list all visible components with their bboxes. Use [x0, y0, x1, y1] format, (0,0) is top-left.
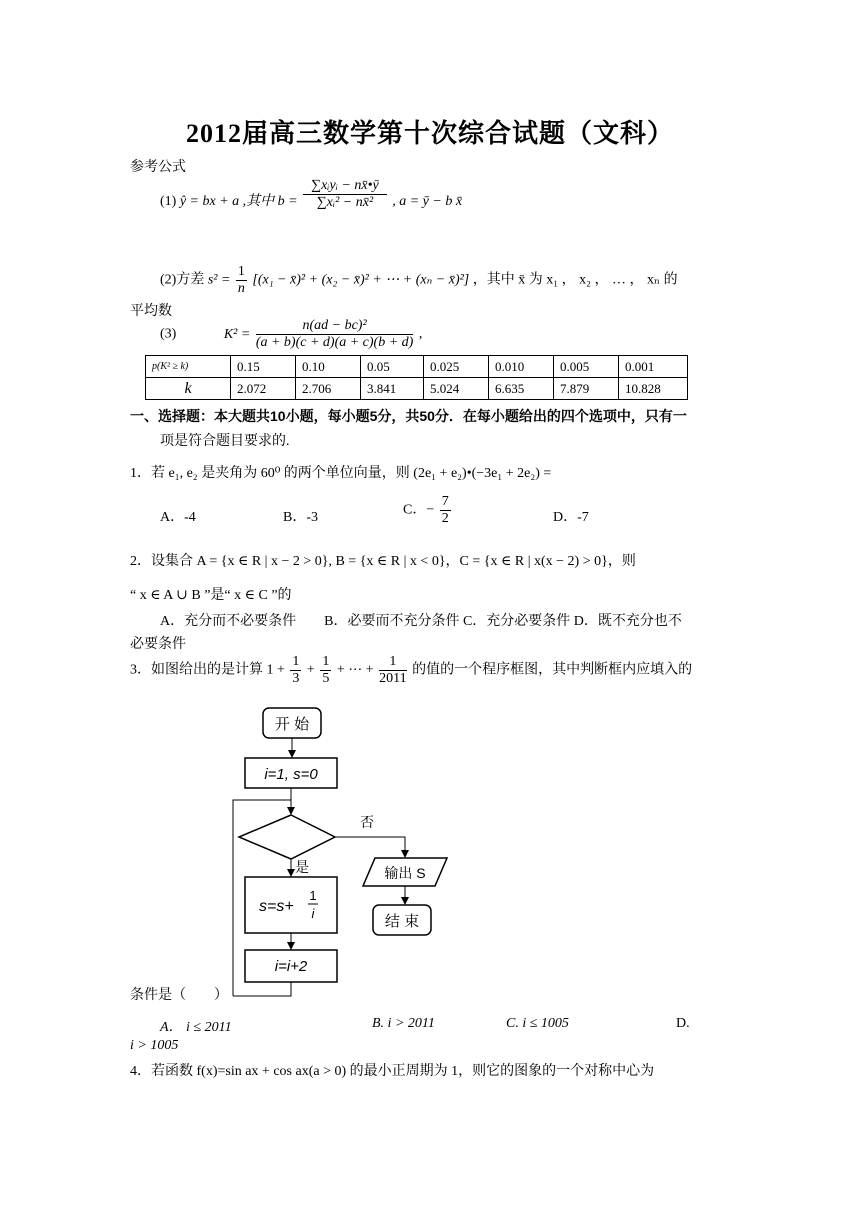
question-1-option-c [403, 494, 453, 527]
question-3-option-c: C. i ≤ 1005 [506, 1016, 569, 1031]
formula-1-lhs: ŷ = bx + a ,其中 [179, 194, 275, 209]
table-cell: 2.706 [296, 378, 361, 400]
question-2-stem: 2．设集合 A = {x ∈ R | x − 2 > 0}, B = {x ∈ R | x < 0}，C = {x ∈ R | x(x − 2) > 0}，则 [130, 554, 636, 569]
question-3-plus: + [306, 662, 315, 678]
question-3-option-b: B. i > 2011 [372, 1016, 435, 1031]
question-3-sum-lead: 1 + [266, 662, 285, 678]
flowchart-update-s-denominator: i [311, 906, 315, 921]
flowchart-init-label: i=1, s=0 [264, 766, 318, 783]
flowchart-end-label: 结 束 [384, 913, 420, 930]
question-1-option-b: B．-3 [283, 510, 318, 525]
formula-2-tail-line2: 平均数 [130, 304, 172, 319]
table-cell: 0.025 [424, 356, 489, 378]
formula-2-num: (2)方差 [160, 272, 205, 288]
question-4-stem: 4．若函数 f(x)=sin ax + cos ax(a > 0) 的最小正周期为 1，则它的图象的一个对称中心为 [130, 1064, 655, 1079]
formula-1-b-fraction [303, 178, 387, 211]
question-1-option-d: D．-7 [553, 510, 589, 525]
question-1-option-a: A．-4 [160, 510, 196, 525]
question-3-fraction-2-den: 5 [322, 671, 330, 686]
question-3-fraction-1 [290, 654, 301, 687]
formula-2-frac-denominator: n [237, 281, 245, 296]
flowchart-update-i-label: i=i+2 [274, 958, 308, 975]
ref-formula-label: 参考公式 [130, 160, 186, 175]
question-3-option-a: A． i ≤ 2011 [160, 1020, 232, 1035]
table-row-head: p(K² ≥ k) [146, 356, 231, 378]
question-3-dots: + ⋯ + [336, 662, 374, 678]
formula-1-a: , a = ȳ − b x̄ [392, 194, 463, 209]
flowchart-start-label: 开 始 [274, 716, 310, 733]
flowchart [225, 700, 460, 1000]
question-3-condition: 条件是（ ） [130, 988, 228, 1003]
formula-1-b-numerator: ∑xᵢyᵢ − nx̄•ȳ [303, 178, 387, 195]
formula-3-lhs: K² = [223, 326, 251, 342]
table-cell: 0.001 [619, 356, 688, 378]
table-row [146, 356, 688, 378]
table-cell: 0.005 [554, 356, 619, 378]
question-1-option-c-prefix: C．− [403, 502, 435, 518]
question-3-option-d-line2: i > 1005 [130, 1038, 179, 1053]
table-cell: 3.841 [361, 378, 424, 400]
formula-2-body: [(x₁ − x̄)² + (x₂ − x̄)² + ⋯ + (xₙ − x̄)²] [252, 272, 470, 288]
formula-1 [160, 178, 463, 211]
question-1-stem: 1．若 e₁, e₂ 是夹角为 60⁰ 的两个单位向量，则 (2e₁ + e₂)•(−3e₁ + 2e₂) = [130, 466, 552, 481]
table-row-head: k [146, 378, 231, 400]
flowchart-yes-label: 是 [295, 859, 309, 875]
formula-3-frac-numerator: n(ad − bc)² [256, 318, 414, 335]
table-cell: 0.05 [361, 356, 424, 378]
question-1-option-c-fraction [440, 494, 451, 527]
formula-3-fraction [256, 318, 414, 351]
formula-2-tail: ，其中 x̄ 为 x₁ ， x₂ ， … ， xₙ 的 [472, 272, 678, 288]
formula-2 [160, 264, 678, 297]
section-heading: 一、选择题：本大题共10小题，每小题5分，共50分．在每小题给出的四个选项中，只有一 [130, 408, 687, 424]
question-2-options: A．充分而不必要条件 B．必要而不充分条件 C．充分必要条件 D．既不充分也不 [160, 614, 682, 629]
formula-3-end: , [418, 326, 423, 342]
page-title: 2012届高三数学第十次综合试题（文科） [185, 119, 674, 148]
question-3-fraction-1-den: 3 [292, 671, 300, 686]
flowchart-no-label: 否 [360, 814, 374, 830]
question-3-fraction-3-num: 1 [379, 654, 406, 671]
formula-3-num: (3) [160, 326, 177, 342]
table-cell: 0.10 [296, 356, 361, 378]
flowchart-output-label: 输出 S [384, 865, 426, 881]
formula-3-frac-denominator: (a + b)(c + d)(a + c)(b + d) [255, 335, 414, 350]
table-cell: 10.828 [619, 378, 688, 400]
question-2-options-line2: 必要条件 [130, 637, 186, 652]
question-3-fraction-2-num: 1 [322, 654, 330, 669]
question-3-stem-post: 的值的一个程序框图，其中判断框内应填入的 [412, 662, 693, 678]
formula-2-lhs: s² = [207, 272, 231, 288]
formula-2-fraction [236, 264, 247, 297]
section-heading-line2: 项是符合题目要求的. [160, 434, 290, 449]
question-3-fraction-2 [320, 654, 331, 687]
question-3-stem [130, 654, 692, 687]
flowchart-update-s-label: s=s+ [259, 898, 294, 915]
question-2-line2: “ x ∈ A ∪ B ”是“ x ∈ C ”的 [130, 588, 292, 603]
formula-1-num: (1) [160, 194, 177, 209]
question-3-fraction-3 [379, 654, 406, 687]
formula-1-b-denominator: ∑xᵢ² − nx̄² [316, 195, 374, 211]
table-cell: 0.010 [489, 356, 554, 378]
question-3-stem-pre: 3．如图给出的是计算 [130, 662, 263, 678]
formula-3 [160, 318, 422, 351]
table-cell: 7.879 [554, 378, 619, 400]
table-row [146, 378, 688, 400]
question-3-fraction-1-num: 1 [292, 654, 300, 669]
question-3-fraction-3-den: 2011 [379, 671, 407, 686]
question-3-option-d: D. [676, 1016, 690, 1031]
table-cell: 0.15 [231, 356, 296, 378]
flowchart-update-s-numerator: 1 [309, 888, 317, 903]
question-1-option-c-numerator: 7 [441, 494, 449, 509]
critical-value-table [145, 355, 688, 400]
question-1-option-c-denominator: 2 [441, 511, 449, 526]
flowchart-decision [239, 815, 335, 859]
formula-1-b-label: b = [277, 194, 298, 209]
table-cell: 5.024 [424, 378, 489, 400]
table-cell: 6.635 [489, 378, 554, 400]
table-cell: 2.072 [231, 378, 296, 400]
formula-2-frac-numerator: 1 [237, 264, 245, 279]
